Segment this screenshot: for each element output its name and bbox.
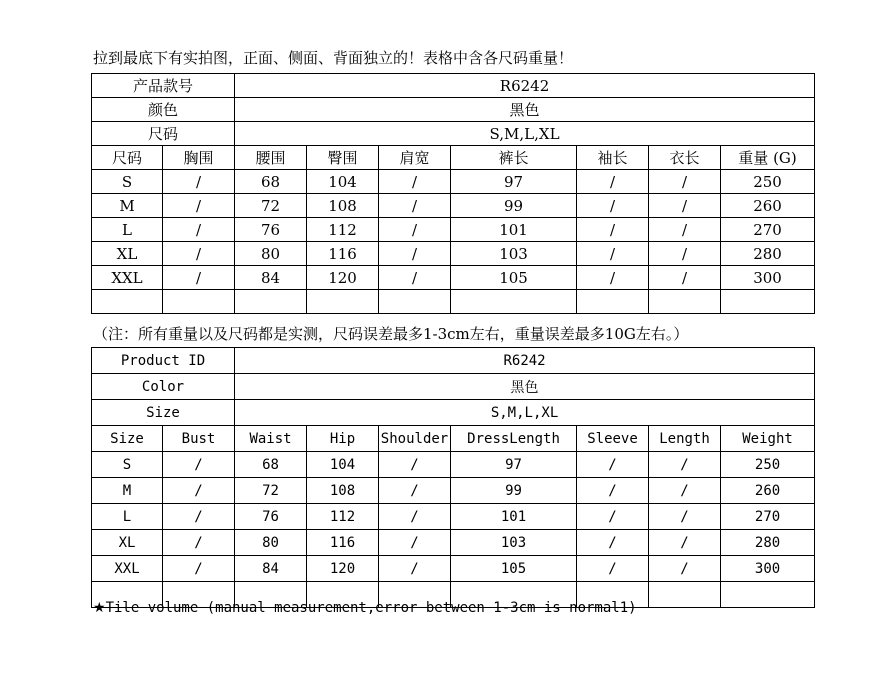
table-cell: / — [649, 530, 721, 556]
table-cell: / — [577, 478, 649, 504]
size-label: 尺码 — [92, 122, 235, 146]
table-cell: / — [577, 266, 649, 290]
table-cell: 76 — [235, 504, 307, 530]
table-row — [92, 266, 815, 290]
table-cell: / — [649, 170, 721, 194]
table-cell: 104 — [307, 170, 379, 194]
table-cell — [379, 290, 451, 314]
table-cell — [649, 290, 721, 314]
table-cell: XL — [92, 242, 163, 266]
table-row — [92, 242, 815, 266]
bottom-note — [93, 598, 637, 618]
table-cell: / — [649, 504, 721, 530]
header-cell: 裤长 — [451, 146, 577, 170]
table-cell: / — [649, 194, 721, 218]
color-row — [92, 374, 815, 400]
table-cell: 280 — [721, 530, 815, 556]
header-cell: Length — [649, 426, 721, 452]
table-cell: 103 — [451, 530, 577, 556]
table-cell: 99 — [451, 194, 577, 218]
color-value: 黑色 — [235, 374, 815, 400]
table-row — [92, 170, 815, 194]
table-cell: 250 — [721, 452, 815, 478]
product-label: 产品款号 — [92, 74, 235, 98]
size-table-english — [91, 347, 815, 608]
table-cell: / — [379, 452, 451, 478]
header-cell: 衣长 — [649, 146, 721, 170]
header-cell: 肩宽 — [379, 146, 451, 170]
size-value: S,M,L,XL — [235, 122, 815, 146]
table-cell: 250 — [721, 170, 815, 194]
star-icon: ★ — [93, 600, 106, 616]
table-cell: 108 — [307, 478, 379, 504]
table-cell: / — [649, 218, 721, 242]
product-row — [92, 348, 815, 374]
table-cell: 72 — [235, 478, 307, 504]
table-cell: / — [163, 504, 235, 530]
table-cell: L — [92, 218, 163, 242]
table-cell: 68 — [235, 170, 307, 194]
table-cell: / — [649, 478, 721, 504]
color-value: 黑色 — [235, 98, 815, 122]
table-row — [92, 530, 815, 556]
table-cell: / — [649, 242, 721, 266]
table-cell: 80 — [235, 530, 307, 556]
table-row — [92, 452, 815, 478]
table-cell: / — [163, 478, 235, 504]
table-cell: 68 — [235, 452, 307, 478]
table-cell: 99 — [451, 478, 577, 504]
table-cell — [163, 290, 235, 314]
table-cell: / — [379, 218, 451, 242]
header-cell: Hip — [307, 426, 379, 452]
table-cell: 280 — [721, 242, 815, 266]
table-cell: L — [92, 504, 163, 530]
table-row — [92, 504, 815, 530]
size-table-chinese — [91, 73, 815, 314]
table-cell: XXL — [92, 556, 163, 582]
table-cell: 300 — [721, 266, 815, 290]
size-value: S,M,L,XL — [235, 400, 815, 426]
table-cell: 120 — [307, 266, 379, 290]
header-cell: 臀围 — [307, 146, 379, 170]
table-cell: / — [577, 170, 649, 194]
header-cell: 胸围 — [163, 146, 235, 170]
color-row — [92, 98, 815, 122]
table-cell: / — [379, 478, 451, 504]
table-cell: 105 — [451, 266, 577, 290]
table-cell: 84 — [235, 556, 307, 582]
table-cell — [235, 290, 307, 314]
table-cell — [649, 582, 721, 608]
table-cell: / — [649, 556, 721, 582]
table-body — [92, 452, 815, 608]
header-cell: 尺码 — [92, 146, 163, 170]
size-label: Size — [92, 400, 235, 426]
table-cell: 103 — [451, 242, 577, 266]
header-cell: 腰围 — [235, 146, 307, 170]
table-cell: S — [92, 170, 163, 194]
size-row — [92, 400, 815, 426]
product-value: R6242 — [235, 348, 815, 374]
table-cell: 116 — [307, 530, 379, 556]
table-cell: 260 — [721, 194, 815, 218]
table-cell: / — [379, 242, 451, 266]
table-cell: XL — [92, 530, 163, 556]
table-cell: 105 — [451, 556, 577, 582]
table-cell: / — [163, 242, 235, 266]
header-cell: 袖长 — [577, 146, 649, 170]
table-cell: / — [577, 452, 649, 478]
table-cell: / — [163, 170, 235, 194]
table-cell: 97 — [451, 170, 577, 194]
table-cell: 101 — [451, 504, 577, 530]
table-cell: / — [163, 218, 235, 242]
table-cell: / — [577, 556, 649, 582]
color-label: Color — [92, 374, 235, 400]
table-cell: / — [649, 266, 721, 290]
table-cell: / — [379, 504, 451, 530]
table-cell: / — [577, 504, 649, 530]
table-cell: 260 — [721, 478, 815, 504]
header-row — [92, 146, 815, 170]
table-cell: / — [577, 530, 649, 556]
table-cell — [721, 290, 815, 314]
header-cell: Weight — [721, 426, 815, 452]
table-cell: / — [163, 452, 235, 478]
table-cell: / — [163, 556, 235, 582]
table-cell: / — [577, 194, 649, 218]
product-label: Product ID — [92, 348, 235, 374]
table-cell: 84 — [235, 266, 307, 290]
table-cell: / — [379, 556, 451, 582]
header-cell: 重量 (G) — [721, 146, 815, 170]
header-cell: Sleeve — [577, 426, 649, 452]
table-row — [92, 478, 815, 504]
table-cell: 112 — [307, 218, 379, 242]
table-cell: 270 — [721, 218, 815, 242]
table-cell: 97 — [451, 452, 577, 478]
table-cell: / — [163, 266, 235, 290]
table-row — [92, 290, 815, 314]
table-cell: / — [163, 194, 235, 218]
table-cell — [307, 290, 379, 314]
table-cell: / — [379, 194, 451, 218]
table-cell: M — [92, 194, 163, 218]
table-cell: / — [379, 266, 451, 290]
bottom-note-text: Tile volume (manual measurement,error between 1-3cm is normal1) — [105, 600, 637, 616]
header-cell: Size — [92, 426, 163, 452]
table-cell: 101 — [451, 218, 577, 242]
table-row — [92, 194, 815, 218]
table-cell: 300 — [721, 556, 815, 582]
table-cell: / — [379, 530, 451, 556]
table-cell: / — [163, 530, 235, 556]
header-cell: DressLength — [451, 426, 577, 452]
table-cell: XXL — [92, 266, 163, 290]
product-row — [92, 74, 815, 98]
size-row — [92, 122, 815, 146]
header-row — [92, 426, 815, 452]
table-cell: M — [92, 478, 163, 504]
table-row — [92, 556, 815, 582]
table-cell: / — [379, 170, 451, 194]
table-cell: 72 — [235, 194, 307, 218]
table-cell: 80 — [235, 242, 307, 266]
table-cell — [92, 290, 163, 314]
product-value: R6242 — [235, 74, 815, 98]
top-note: 拉到最底下有实拍图，正面、侧面、背面独立的！表格中含各尺码重量！ — [93, 49, 574, 67]
table-cell: 112 — [307, 504, 379, 530]
measurement-note: （注：所有重量以及尺码都是实测，尺码误差最多1-3cm左右，重量误差最多10G左右。） — [93, 325, 689, 343]
header-cell: Shoulder — [379, 426, 451, 452]
table-cell: / — [577, 242, 649, 266]
table-cell: S — [92, 452, 163, 478]
table-cell — [451, 290, 577, 314]
table-cell: 116 — [307, 242, 379, 266]
header-cell: Bust — [163, 426, 235, 452]
header-cell: Waist — [235, 426, 307, 452]
table-cell: 108 — [307, 194, 379, 218]
table-cell — [577, 290, 649, 314]
table-cell: 270 — [721, 504, 815, 530]
table-row — [92, 218, 815, 242]
table-cell: / — [649, 452, 721, 478]
table-cell: 120 — [307, 556, 379, 582]
table-cell — [721, 582, 815, 608]
table-cell: 76 — [235, 218, 307, 242]
table-cell: 104 — [307, 452, 379, 478]
table-body — [92, 170, 815, 314]
table-cell: / — [577, 218, 649, 242]
color-label: 颜色 — [92, 98, 235, 122]
